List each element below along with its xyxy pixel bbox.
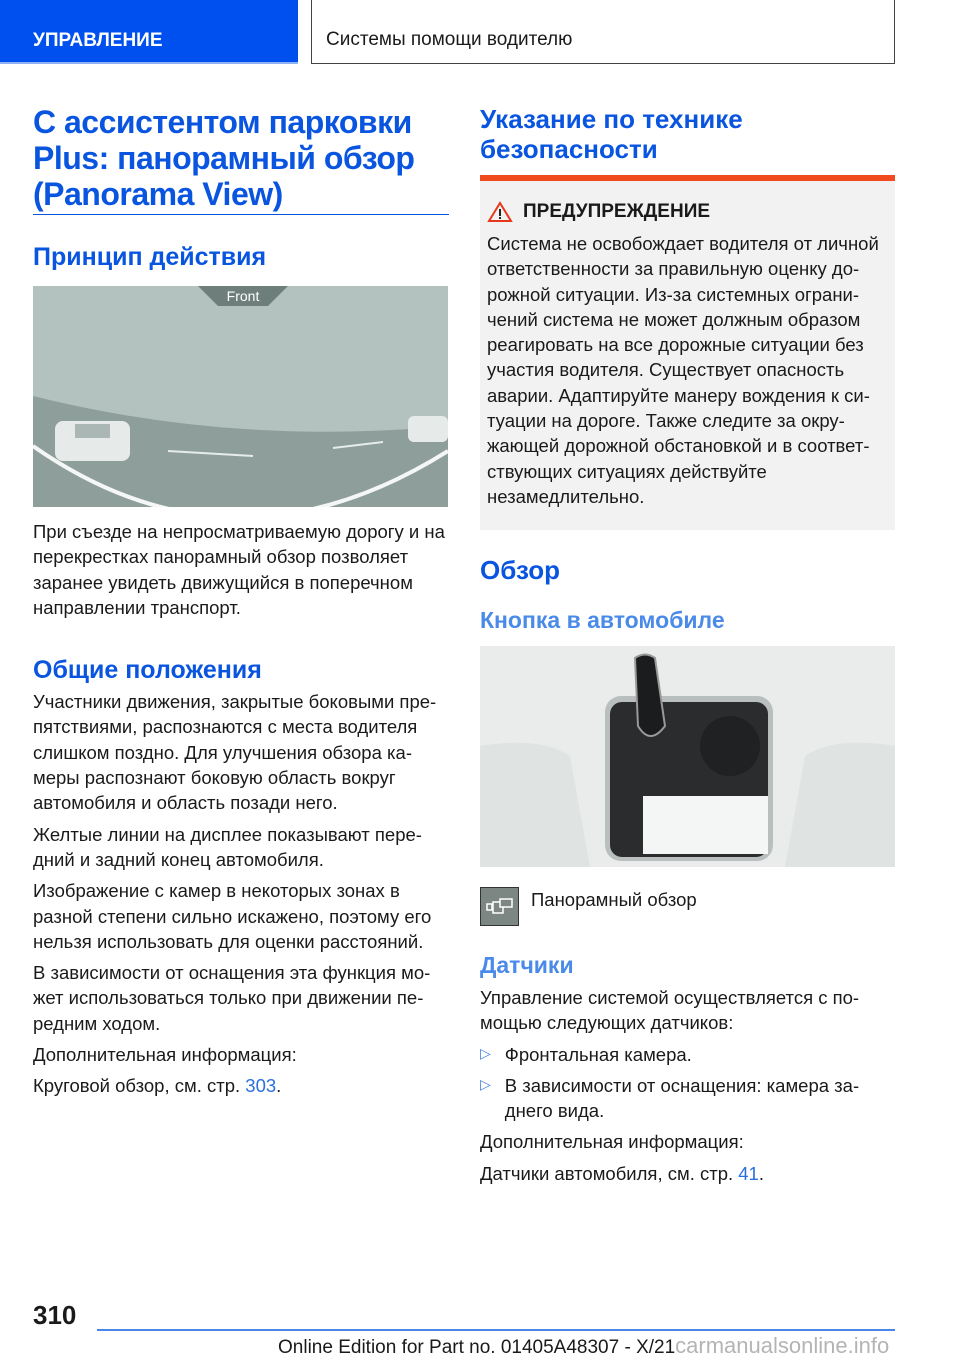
title-divider bbox=[33, 214, 449, 215]
watermark: carmanualsonline.info bbox=[675, 1333, 890, 1358]
reference bbox=[33, 1073, 449, 1098]
reference-text: Датчики автомобиля, см. стр. bbox=[480, 1162, 739, 1184]
principle-heading: Принцип действия bbox=[33, 243, 267, 271]
warning-header bbox=[487, 201, 887, 223]
reference-text: Круговой обзор, см. стр. bbox=[33, 1075, 246, 1097]
list-item bbox=[480, 1073, 895, 1124]
more-info: Дополнительная информация: bbox=[480, 1131, 744, 1153]
footer bbox=[278, 1333, 889, 1359]
general-heading: Общие положения bbox=[33, 656, 262, 685]
page-number: 310 bbox=[33, 1300, 77, 1330]
paragraph: В зависимости от оснащения эта функция мо-жет использоваться только при движении пе-редним ходом. bbox=[33, 962, 431, 1034]
paragraph: Дополнительная информация: bbox=[33, 1044, 297, 1066]
reference-end: . bbox=[276, 1075, 282, 1097]
button-heading: Кнопка в автомобиле bbox=[480, 607, 725, 633]
list-item-text: Фронтальная камера. bbox=[504, 1043, 692, 1065]
warning-text: Система не освобождает водителя от личной ответственности за правильную оценку до-рожной ситуации. Из-за системных ограни-чений система не может должным образом реагировать на все дорожные ситуации без участия водителя. Существует опасность аварии. Адаптируйте манеру вождения к си-туации на дороге. Также следите за окру-жающей дорожной обстановкой и в соответ-ствующих ситуациях действуйте незамедлительно. bbox=[487, 233, 879, 507]
warning-triangle-icon bbox=[487, 201, 513, 223]
page-title: С ассистентом парковки Plus: панорамный обзор (Panorama View) bbox=[33, 104, 415, 212]
chapter-tab: УПРАВЛЕНИЕ bbox=[0, 0, 298, 64]
paragraph: Желтые линии на дисплее показывают пере-дний и задний конец автомобиля. bbox=[33, 823, 422, 870]
reference-end: . bbox=[758, 1162, 764, 1184]
edition-text: Online Edition for Part no. 01405A48307 - X/21 bbox=[278, 1337, 676, 1358]
console-image bbox=[480, 646, 895, 867]
front-label: Front bbox=[226, 288, 260, 304]
list-item bbox=[480, 1042, 895, 1067]
button-label: Панорамный обзор bbox=[531, 889, 697, 910]
warning-title: ПРЕДУПРЕЖДЕНИЕ bbox=[523, 201, 711, 222]
warning-box bbox=[480, 175, 895, 530]
footer-divider bbox=[97, 1329, 895, 1331]
button-legend bbox=[480, 887, 895, 926]
safety-heading: Указание по технике безопасности bbox=[480, 104, 743, 164]
camera-view-image bbox=[33, 286, 448, 507]
principle-text: При съезде на непросматриваемую дорогу и на перекрестках панорамный обзор позволяет заранее увидеть движущийся в поперечном направлении транспорт. bbox=[33, 521, 445, 618]
overview-heading: Обзор bbox=[480, 555, 560, 585]
paragraph: Изображение с камер в некоторых зонах в разной степени сильно искажено, поэтому его нельзя использовать для оценки расстояний. bbox=[33, 880, 432, 952]
reference bbox=[480, 1161, 895, 1186]
page-link-41[interactable]: 41 bbox=[738, 1162, 759, 1184]
car-icon bbox=[55, 421, 130, 461]
page-link-303[interactable]: 303 bbox=[245, 1075, 277, 1097]
right-column bbox=[480, 555, 895, 1186]
car-icon bbox=[408, 416, 448, 442]
section-title: Системы помощи водителю bbox=[311, 0, 895, 64]
panorama-view-button-icon bbox=[480, 887, 519, 926]
sensors-heading: Датчики bbox=[480, 952, 574, 978]
left-column bbox=[33, 104, 449, 1099]
sensors-intro: Управление системой осуществляется с по-мощью следующих датчиков: bbox=[480, 987, 860, 1034]
bullet-triangle-icon: ▷ bbox=[480, 1075, 491, 1092]
list-item-text: В зависимости от оснащения: камера за-днего вида. bbox=[504, 1074, 860, 1122]
bullet-triangle-icon: ▷ bbox=[480, 1044, 491, 1061]
paragraph: Участники движения, закрытые боковыми пре-пятствиями, распознаются с места водителя слишком поздно. Для улучшения обзора ка-меры распознают боковую область вокруг автомобиля и область позади него. bbox=[33, 691, 437, 814]
